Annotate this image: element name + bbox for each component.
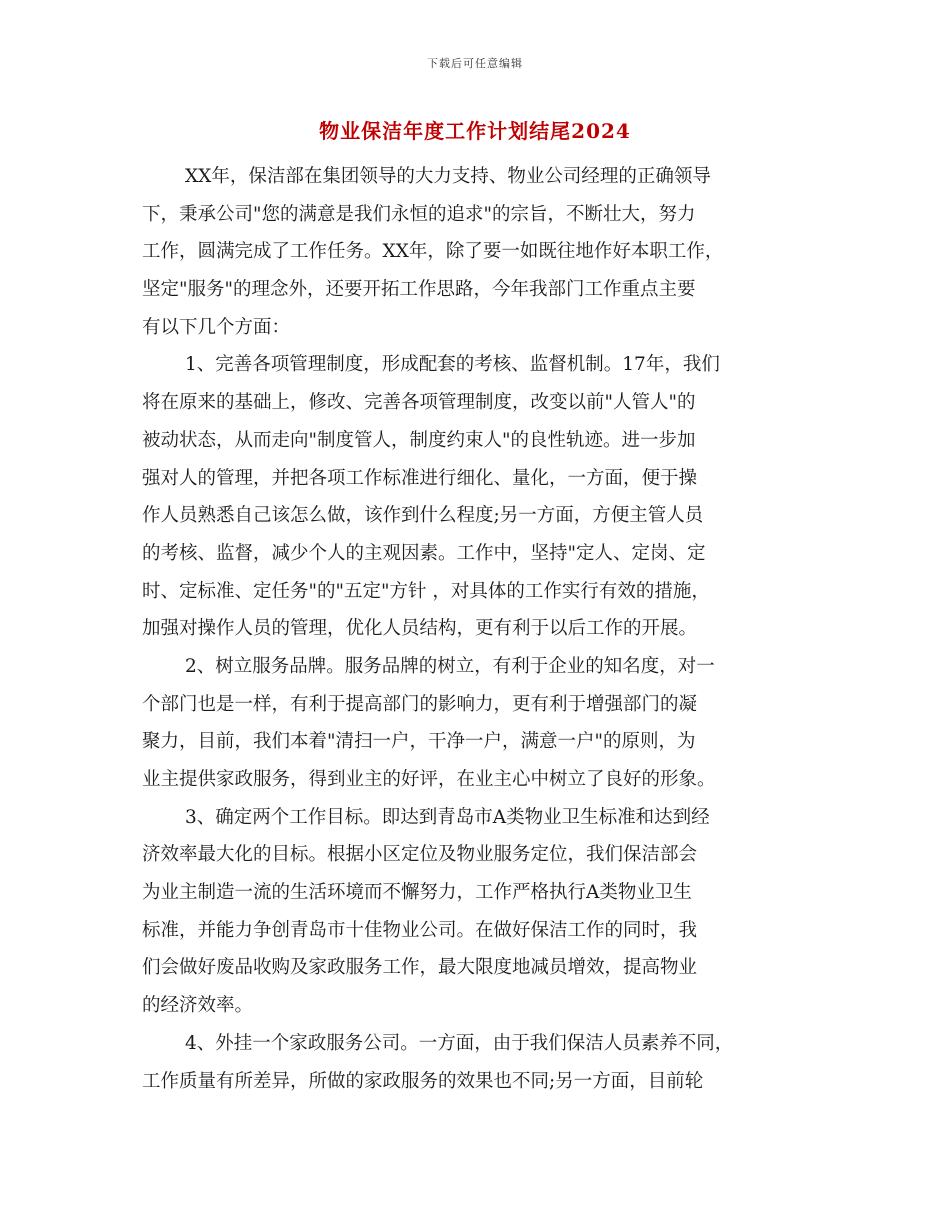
text-line: 3、确定两个工作目标。即达到青岛市A类物业卫生标准和达到经 [185,806,710,828]
text-line: 标准，并能力争创青岛市十佳物业公司。在做好保洁工作的同时，我 [142,919,698,941]
text-line: 下，秉承公司"您的满意是我们永恒的追求"的宗旨，不断壮大，努力 [142,203,696,225]
text-line: 工作，圆满完成了工作任务。XX年，除了要一如既往地作好本职工作， [142,241,724,263]
document-body [142,158,810,1100]
text-line: 济效率最大化的目标。根据小区定位及物业服务定位，我们保洁部会 [142,844,698,866]
page-header-note: 下载后可任意编辑 [427,57,523,70]
text-line: 时、定标准、定任务"的"五定"方针 ，对具体的工作实行有效的措施， [142,580,710,602]
text-line: 业主提供家政服务，得到业主的好评，在业主心中树立了良好的形象。 [142,769,716,790]
text-line: 作人员熟悉自己该怎么做，该作到什么程度;另一方面，方便主管人员 [142,505,704,527]
text-line: 坚定"服务"的理念外，还要开拓工作思路，今年我部门工作重点主要 [142,279,696,301]
text-line: XX年，保洁部在集团领导的大力支持、物业公司经理的正确领导 [185,166,711,187]
text-line: 1、完善各项管理制度，形成配套的考核、监督机制。17年，我们 [185,354,720,376]
text-line: 为业主制造一流的生活环境而不懈努力，工作严格执行A类物业卫生 [142,882,692,904]
text-line: 的经济效率。 [142,995,254,1017]
text-line: 被动状态，从而走向"制度管人，制度约束人"的良性轨迹。进一步加 [142,429,696,451]
text-line: 将在原来的基础上，修改、完善各项管理制度，改变以前"人管人"的 [142,392,696,414]
text-line: 聚力，目前，我们本着"清扫一户，干净一户，满意一户"的原则，为 [142,731,696,753]
text-line: 2、树立服务品牌。服务品牌的树立，有利于企业的知名度，对一 [185,655,715,677]
text-line: 们会做好废品收购及家政服务工作，最大限度地减员增效，提高物业 [142,957,698,979]
text-line: 4、外挂一个家政服务公司。一方面，由于我们保洁人员素养不同， [185,1032,734,1054]
text-line: 工作质量有所差异，所做的家政服务的效果也不同;另一方面，目前轮 [142,1070,704,1092]
text-line: 有以下几个方面： [142,316,291,338]
text-line: 的考核、监督，减少个人的主观因素。工作中，坚持"定人、定岗、定 [142,542,706,564]
text-line: 强对人的管理，并把各项工作标准进行细化、量化，一方面，便于操 [142,467,698,489]
document-title: 物业保洁年度工作计划结尾2024 [319,119,631,143]
text-line: 加强对操作人员的管理，优化人员结构，更有利于以后工作的开展。 [142,618,698,640]
text-line: 个部门也是一样，有利于提高部门的影响力，更有利于增强部门的凝 [142,693,698,715]
